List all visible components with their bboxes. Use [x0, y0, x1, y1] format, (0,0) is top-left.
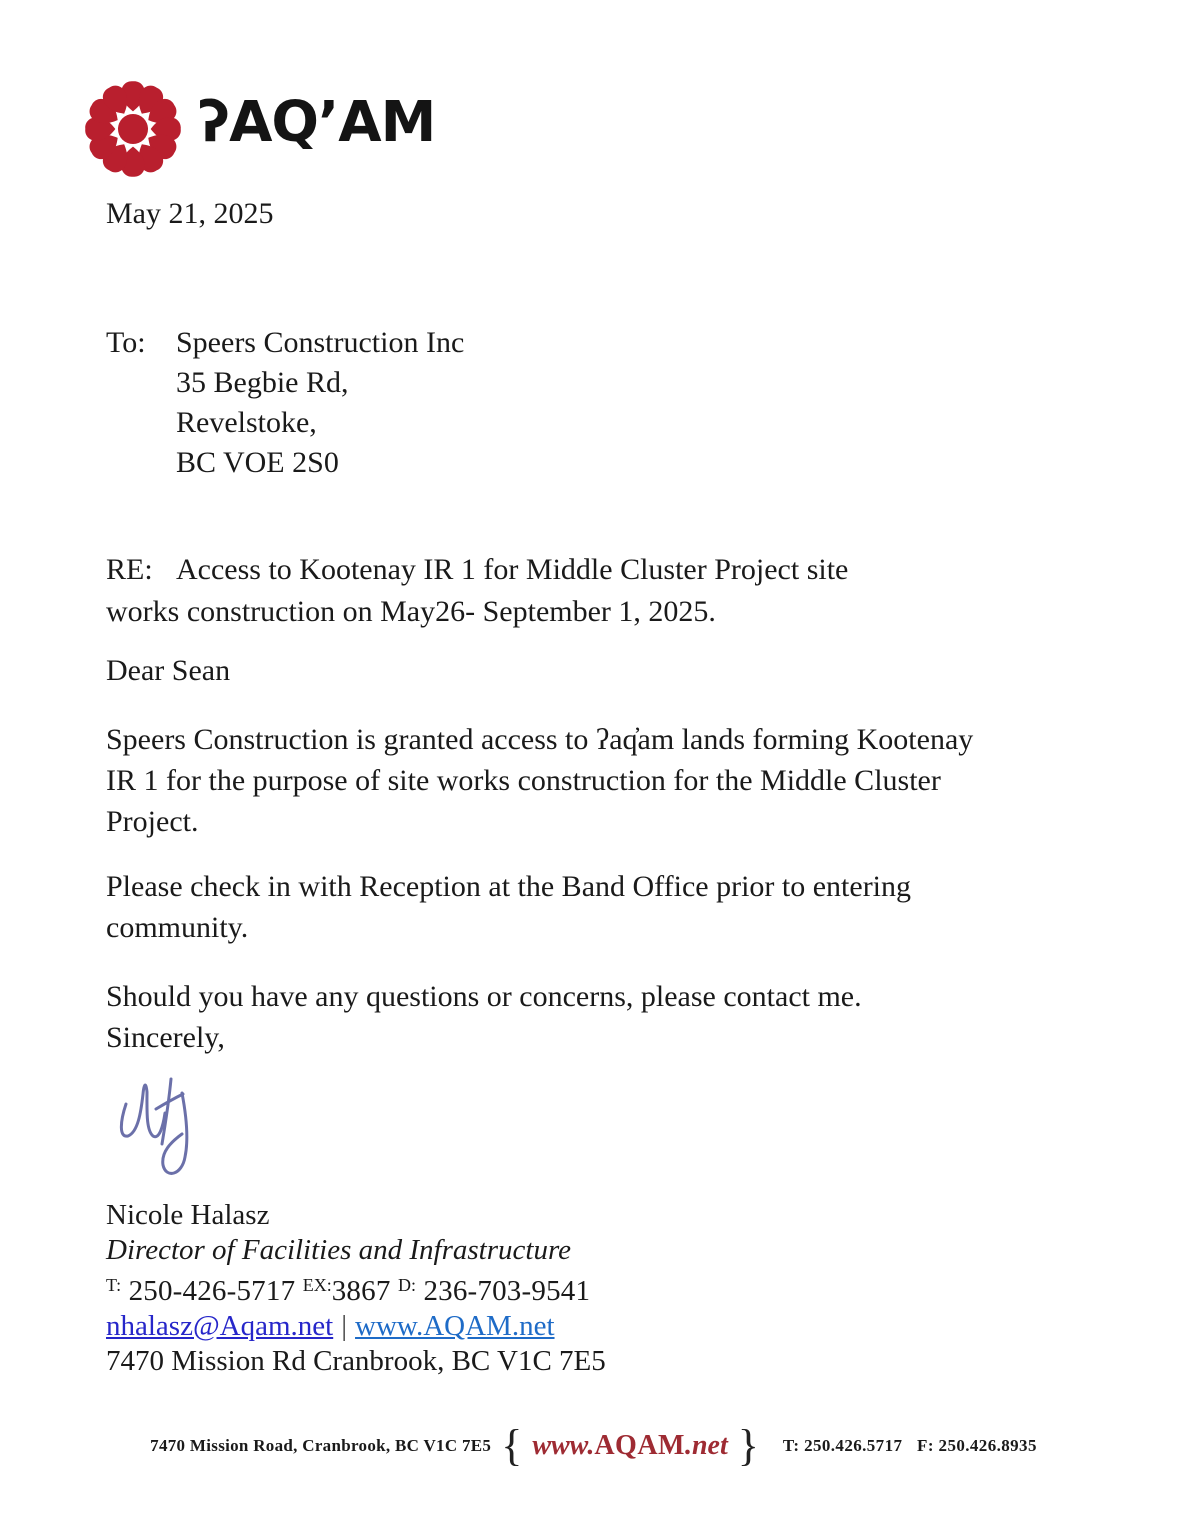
salutation: Dear Sean [106, 654, 231, 687]
phone-ex-value: 3867 [331, 1275, 391, 1307]
recipient-address [176, 323, 464, 483]
footer-fax: F: 250.426.8935 [917, 1436, 1037, 1455]
letter-date: May 21, 2025 [106, 197, 274, 230]
brand-header [80, 76, 435, 182]
body-line: Project. [106, 805, 199, 838]
footer-web-name: AQAM [594, 1430, 685, 1461]
footer-brace-open: { [501, 1421, 523, 1470]
footer-phones [783, 1436, 1037, 1456]
phone-d-value: 236-703-9541 [423, 1275, 591, 1307]
org-logotype: ʔAQʼAM [198, 89, 436, 155]
body-line: IR 1 for the purpose of site works construction for the Middle Cluster [106, 764, 941, 797]
link-separator: | [341, 1310, 348, 1342]
footer-address: 7470 Mission Road, Cranbrook, BC V1C 7E5 [150, 1436, 492, 1455]
recipient-block [106, 323, 464, 483]
phone-t-value: 250-426-5717 [128, 1275, 296, 1307]
subject-block [106, 549, 848, 633]
phone-line [106, 1268, 606, 1309]
sender-name: Nicole Halasz [106, 1199, 270, 1231]
body-paragraph-2 [106, 866, 911, 948]
footer-website [532, 1430, 727, 1462]
body-line: Should you have any questions or concerns, please contact me. [106, 980, 862, 1013]
body-paragraph-3 [106, 976, 862, 1058]
recipient-line: Revelstoke, [176, 406, 317, 439]
phone-d-label: D: [398, 1275, 416, 1295]
subject-line-2: works construction on May26- September 1, 2025. [106, 595, 716, 628]
footer-brace-close: } [737, 1421, 759, 1470]
footer-web-net: .net [684, 1430, 728, 1461]
phone-ex-label: EX: [302, 1275, 332, 1295]
sender-address: 7470 Mission Rd Cranbrook, BC V1C 7E5 [106, 1345, 606, 1377]
body-paragraph-1 [106, 719, 973, 842]
to-label: To: [106, 326, 146, 359]
recipient-line: BC VOE 2S0 [176, 446, 339, 479]
page-footer [0, 1421, 1187, 1470]
body-line: Please check in with Reception at the Band Office prior to entering [106, 870, 912, 903]
subject-line-1: Access to Kootenay IR 1 for Middle Cluster Project site [176, 553, 849, 586]
sender-title: Director of Facilities and Infrastructure [106, 1234, 572, 1266]
recipient-line: Speers Construction Inc [176, 326, 465, 359]
signature-contact-block [106, 1198, 606, 1379]
website-link[interactable]: www.AQAM.net [355, 1310, 555, 1342]
re-label: RE: [106, 553, 153, 586]
flower-logo-icon [80, 76, 186, 182]
body-line: community. [106, 911, 249, 944]
recipient-line: 35 Begbie Rd, [176, 366, 349, 399]
handwritten-signature-icon [112, 1070, 234, 1192]
closing-line: Sincerely, [106, 1021, 225, 1054]
footer-web-www: www. [532, 1430, 595, 1461]
phone-t-label: T: [106, 1275, 122, 1295]
email-link[interactable]: nhalasz@Aqam.net [106, 1310, 334, 1342]
footer-phone: T: 250.426.5717 [782, 1436, 903, 1455]
body-line: Speers Construction is granted access to ʔaq̓am lands forming Kootenay [106, 723, 974, 756]
links-line [106, 1309, 606, 1344]
